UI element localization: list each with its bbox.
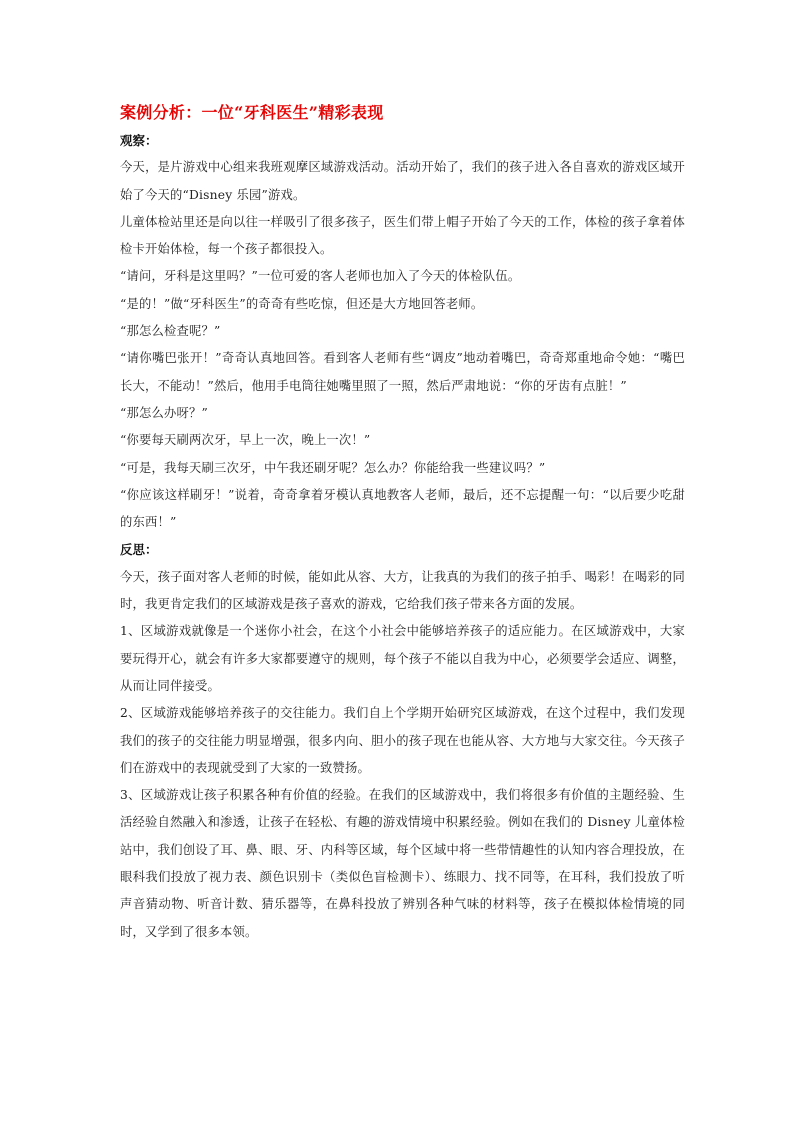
observation-paragraph: 今天，是片游戏中心组来我班观摩区域游戏活动。活动开始了，我们的孩子进入各自喜欢的游戏区域开始了今天的“Disney 乐园”游戏。 bbox=[120, 160, 685, 202]
reflection-paragraph: 3、区域游戏让孩子积累各种有价值的经验。在我们的区域游戏中，我们将很多有价值的主题经验、生活经验自然融入和渗透，让孩子在轻松、有趣的游戏情境中积累经验。例如在我们的 Disney 儿童体检站中，我们创设了耳、鼻、眼、牙、内科等区域，每个区域中将一些带情趣性的认知内容合理投放，在眼科我们投放了视力表、颜色识别卡（类似色盲检测卡）、练眼力、找不同等，在耳科，我们投放了听声音猜动物、听音计数、猜乐器等，在鼻科投放了辨别各种气味的材料等，孩子在模拟体检情境的同时，又学到了很多本领。 bbox=[120, 788, 685, 939]
observation-paragraph: “请你嘴巴张开！”奇奇认真地回答。看到客人老师有些“调皮”地动着嘴巴，奇奇郑重地命令她：“嘴巴长大，不能动！”然后，他用手电筒往她嘴里照了一照，然后严肃地说：“你的牙齿有点脏！” bbox=[120, 351, 685, 393]
observation-paragraph: “请问，牙科是这里吗？”一位可爱的客人老师也加入了今天的体检队伍。 bbox=[120, 269, 521, 284]
observation-paragraph: 儿童体检站里还是向以往一样吸引了很多孩子，医生们带上帽子开始了今天的工作，体检的孩子拿着体检卡开始体检，每一个孩子都很投入。 bbox=[120, 214, 685, 257]
document-title: 案例分析：一位“牙科医生”精彩表现 bbox=[120, 103, 384, 122]
reflection-paragraph: 今天，孩子面对客人老师的时候，能如此从容、大方，让我真的为我们的孩子拍手、喝彩！在喝彩的同时，我更肯定我们的区域游戏是孩子喜欢的游戏，它给我们孩子带来各方面的发展。 bbox=[120, 569, 685, 612]
reflection-heading: 反思： bbox=[120, 542, 158, 558]
reflection-paragraph: 1、区域游戏就像是一个迷你小社会，在这个小社会中能够培养孩子的适应能力。在区域游戏中，大家要玩得开心，就会有许多大家都要遵守的规则，每个孩子不能以自我为中心，必须要学会适应、调整，从而让同伴接受。 bbox=[120, 624, 685, 693]
document-page bbox=[120, 99, 685, 946]
observation-heading: 观察： bbox=[120, 133, 158, 148]
observation-paragraph: “可是，我每天刷三次牙，中午我还刷牙呢？怎么办？你能给我一些建议吗？” bbox=[120, 460, 546, 475]
observation-paragraph: “那怎么检查呢？” bbox=[120, 324, 221, 339]
observation-paragraph: “是的！”做“牙科医生”的奇奇有些吃惊，但还是大方地回答老师。 bbox=[120, 296, 484, 311]
observation-paragraph: “那怎么办呀？” bbox=[120, 405, 208, 420]
observation-paragraph: “你应该这样刷牙！”说着，奇奇拿着牙模认真地教客人老师，最后，还不忘提醒一句：“以后要少吃甜的东西！” bbox=[120, 487, 685, 530]
reflection-paragraph: 2、区域游戏能够培养孩子的交往能力。我们自上个学期开始研究区域游戏，在这个过程中，我们发现我们的孩子的交往能力明显增强，很多内向、胆小的孩子现在也能从容、大方地与大家交往。今天孩子们在游戏中的表现就受到了大家的一致赞扬。 bbox=[120, 706, 685, 775]
observation-paragraph: “你要每天刷两次牙，早上一次，晚上一次！” bbox=[120, 433, 371, 448]
